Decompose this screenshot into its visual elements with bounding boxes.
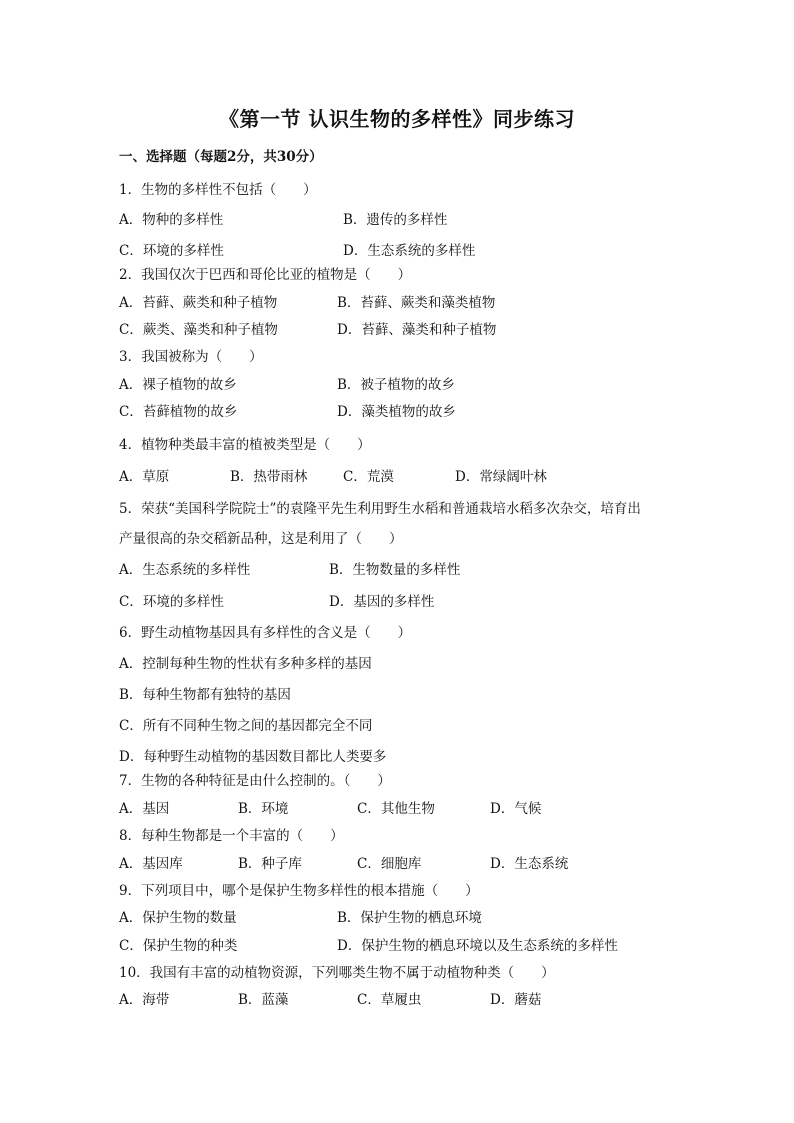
question-8-stem: 8．每种生物都是一个丰富的（ ） [119, 828, 344, 844]
question-5-option-c: C．环境的多样性 [119, 594, 224, 610]
question-6-option-a: A．控制每种生物的性状有多种多样的基因 [119, 656, 372, 672]
question-8-option-c: C．细胞库 [357, 856, 422, 872]
question-2-stem: 2．我国仅次于巴西和哥伦比亚的植物是（ ） [119, 267, 412, 283]
question-5-option-b: B．生物数量的多样性 [329, 562, 461, 578]
question-9-option-b: B．保护生物的栖息环境 [337, 910, 482, 926]
question-7-stem: 7．生物的各种特征是由什么控制的。（ ） [119, 773, 391, 789]
question-10-option-d: D．蘑菇 [490, 992, 542, 1008]
question-2-option-d: D．苔藓、藻类和种子植物 [337, 322, 497, 338]
question-10-option-a: A．海带 [119, 992, 170, 1008]
question-4-option-c: C．荒漠 [343, 469, 394, 485]
question-7-option-b: B．环境 [238, 801, 289, 817]
question-8-option-a: A．基因库 [119, 856, 183, 872]
question-5-option-a: A．生态系统的多样性 [119, 562, 251, 578]
question-1-stem: 1．生物的多样性不包括（ ） [119, 182, 317, 198]
question-9-option-c: C．保护生物的种类 [119, 938, 238, 954]
question-9-option-a: A．保护生物的数量 [119, 910, 237, 926]
question-3-stem: 3．我国被称为（ ） [119, 349, 263, 365]
question-5-option-d: D．基因的多样性 [329, 594, 435, 610]
question-6-stem: 6．野生动植物基因具有多样性的含义是（ ） [119, 625, 412, 641]
question-10-option-c: C．草履虫 [357, 992, 422, 1008]
question-8-option-d: D．生态系统 [490, 856, 569, 872]
question-3-option-c: C．苔藓植物的故乡 [119, 404, 238, 420]
question-6-option-c: C．所有不同种生物之间的基因都完全不同 [119, 718, 373, 734]
question-1-option-c: C．环境的多样性 [119, 243, 224, 259]
question-9-stem: 9．下列项目中，哪个是保护生物多样性的根本措施（ ） [119, 883, 479, 899]
section-heading: 一、选择题（每题2分，共30分） [119, 149, 323, 165]
question-4-stem: 4．植物种类最丰富的植被类型是（ ） [119, 437, 371, 453]
question-7-option-c: C．其他生物 [357, 801, 435, 817]
question-2-option-a: A．苔藓、蕨类和种子植物 [119, 295, 278, 311]
question-9-option-d: D．保护生物的栖息环境以及生态系统的多样性 [337, 938, 618, 954]
page-title: 《第一节 认识生物的多样性》同步练习 [219, 107, 575, 131]
question-4-option-d: D．常绿阔叶林 [455, 469, 547, 485]
question-6-option-d: D．每种野生动植物的基因数目都比人类要多 [119, 749, 387, 765]
question-2-option-b: B．苔藓、蕨类和藻类植物 [337, 295, 496, 311]
question-1-option-b: B．遗传的多样性 [343, 212, 448, 228]
question-8-option-b: B．种子库 [238, 856, 302, 872]
question-3-option-a: A．裸子植物的故乡 [119, 377, 237, 393]
question-6-option-b: B．每种生物都有独特的基因 [119, 687, 291, 703]
question-3-option-d: D．藻类植物的故乡 [337, 404, 456, 420]
question-2-option-c: C．蕨类、藻类和种子植物 [119, 322, 278, 338]
question-10-stem: 10．我国有丰富的动植物资源，下列哪类生物不属于动植物种类（ ） [119, 965, 555, 981]
question-5-stem-line-2: 产量很高的杂交稻新品种，这是利用了（ ） [119, 531, 403, 547]
question-7-option-a: A．基因 [119, 801, 170, 817]
question-3-option-b: B．被子植物的故乡 [337, 377, 455, 393]
question-10-option-b: B．蓝藻 [238, 992, 289, 1008]
question-7-option-d: D．气候 [490, 801, 542, 817]
question-1-option-a: A．物种的多样性 [119, 212, 224, 228]
question-1-option-d: D．生态系统的多样性 [343, 243, 476, 259]
question-4-option-b: B．热带雨林 [230, 469, 308, 485]
question-5-stem-line-1: 5．荣获“美国科学院院士”的袁隆平先生利用野生水稻和普通栽培水稻多次杂交，培育出 [119, 501, 641, 517]
question-4-option-a: A．草原 [119, 469, 170, 485]
